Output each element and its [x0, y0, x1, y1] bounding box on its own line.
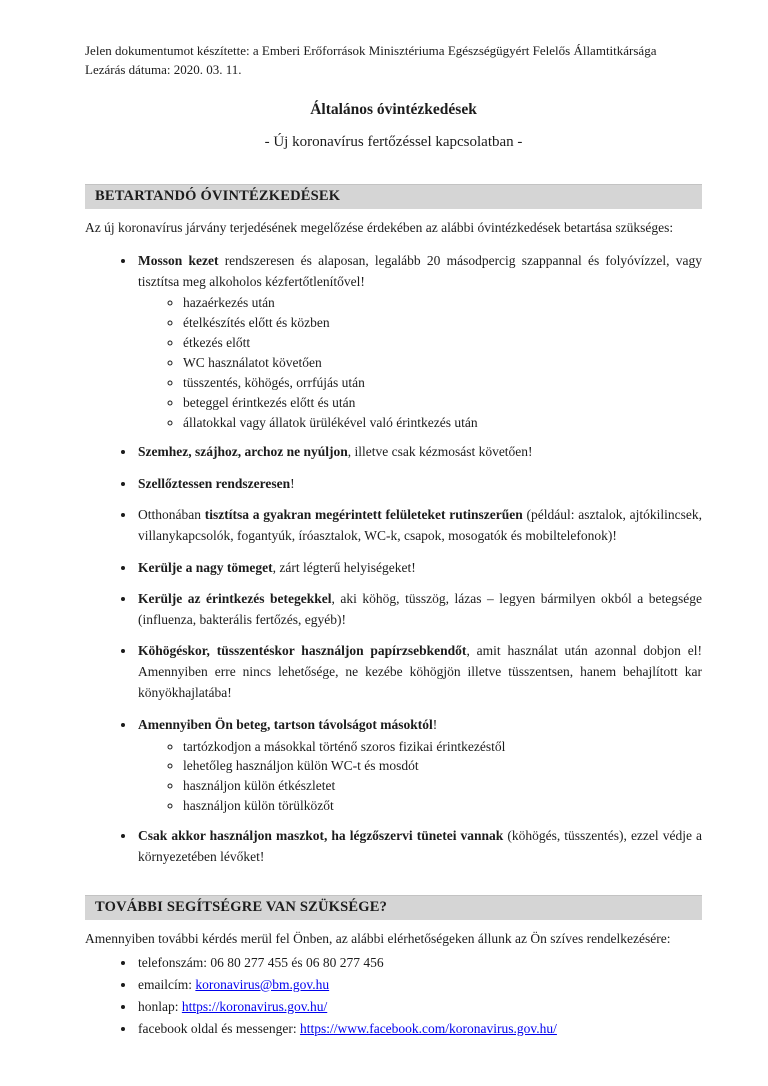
list-item-mask-usage: • Csak akkor használjon maszkot, ha légzőszervi tünetei vannak (köhögés, tüsszentés), ezzel védje a környezetében lévőket! [136, 826, 702, 868]
list-item-ventilate: • Szellőztessen rendszeresen! [136, 474, 702, 495]
facebook-link[interactable]: https://www.facebook.com/koronavirus.gov.hu/ [299, 1020, 557, 1036]
sub-item: ◦ tüsszentés, köhögés, orrfújás után [183, 374, 702, 392]
contact-item-facebook: • facebook oldal és messenger: https://www.facebook.com/koronavirus.gov.hu/ [136, 1019, 702, 1040]
keep-distance-sublist [138, 738, 702, 816]
contact-list [85, 953, 702, 1040]
sub-item: ◦ lehetőleg használjon külön WC-t és mosdót [183, 757, 702, 775]
list-item-clean-surfaces: • Otthonában tisztítsa a gyakran megérintett felületeket rutinszerűen (például: asztalok, ajtókilincsek, villanykapcsolók, fogantyúk, íróasztalok, WC-k, csapok, mosogatók és mobiltelefonok)! [136, 505, 702, 547]
sub-item: ◦ használjon külön törülközőt [183, 797, 702, 815]
sub-item: ◦ beteggel érintkezés előtt és után [183, 394, 702, 412]
section-heading-precautions: BETARTANDÓ ÓVINTÉZKEDÉSEK [85, 184, 702, 209]
sub-item: ◦ hazaérkezés után [183, 294, 702, 312]
document-header [85, 42, 702, 80]
sub-item: ◦ WC használatot követően [183, 354, 702, 372]
sub-item: ◦ állatokkal vagy állatok ürülékével való érintkezés után [183, 414, 702, 432]
contact-item-website: • honlap: https://koronavirus.gov.hu/ [136, 997, 702, 1018]
page-title: Általános óvintézkedések [310, 100, 477, 118]
sub-item: ◦ étkezés előtt [183, 334, 702, 352]
list-item-avoid-crowds: • Kerülje a nagy tömeget, zárt légterű helyiségeket! [136, 558, 702, 579]
sub-item: ◦ használjon külön étkészletet [183, 777, 702, 795]
list-item-wash-hands: • Mosson kezet rendszeresen és alaposan, legalább 20 másodpercig szappannal és folyóvízzel, vagy tisztítsa meg alkoholos kézfertőtlenítővel! ◦ hazaérkezés után ◦ ételkészítés előtt és közben ◦ étkezés előtt ◦ WC használatot követően ◦ tüsszentés, köhögés, orrfújás után ◦ beteggel érintkezés előtt és után ◦ állatokkal vagy állatok ürülékével való érintkezés után [136, 251, 702, 432]
website-link[interactable]: https://koronavirus.gov.hu/ [181, 998, 328, 1014]
section-heading-further-help: TOVÁBBI SEGÍTSÉGRE VAN SZÜKSÉGE? [85, 895, 702, 920]
section1-intro: Az új koronavírus járvány terjedésének megelőzése érdekében az alábbi óvintézkedések betartása szükséges: [85, 219, 674, 235]
list-item-use-tissue: • Köhögéskor, tüsszentéskor használjon papírzsebkendőt, amit használat után azonnal dobjon el! Amennyiben erre nincs lehetősége, ne kezébe köhögjön illetve tüsszentsen, hanem behajlított kar könyökhajlatába! [136, 641, 702, 704]
sub-item: ◦ tartózkodjon a másokkal történő szoros fizikai érintkezéstől [183, 738, 702, 756]
email-link[interactable]: koronavirus@bm.gov.hu [195, 976, 330, 992]
list-item-dont-touch-face: • Szemhez, szájhoz, archoz ne nyúljon, illetve csak kézmosást követően! [136, 442, 702, 463]
section2-intro: Amennyiben további kérdés merül fel Önben, az alábbi elérhetőségeken állunk az Ön szíves rendelkezésére: [85, 930, 671, 946]
contact-item-email: • emailcím: koronavirus@bm.gov.hu [136, 975, 702, 996]
contact-item-phone: • telefonszám: 06 80 277 455 és 06 80 277 456 [136, 953, 702, 974]
creator-line: Jelen dokumentumot készítette: a Emberi Erőforrások Minisztériuma Egészségügyért Felelős Államtitkársága [85, 43, 657, 58]
sub-item: ◦ ételkészítés előtt és közben [183, 314, 702, 332]
wash-hands-sublist [138, 294, 702, 432]
page-subtitle: - Új koronavírus fertőzéssel kapcsolatban - [264, 133, 523, 150]
list-item-keep-distance: • Amennyiben Ön beteg, tartson távolságot másoktól! ◦ tartózkodjon a másokkal történő szoros fizikai érintkezéstől ◦ lehetőleg használjon külön WC-t és mosdót ◦ használjon külön étkészletet ◦ használjon külön törülközőt [136, 715, 702, 816]
closing-date-line: Lezárás dátuma: 2020. 03. 11. [85, 61, 242, 77]
precautions-list [85, 251, 702, 868]
list-item-avoid-sick-contact: • Kerülje az érintkezés betegekkel, aki köhög, tüsszög, lázas – legyen bármilyen okból a betegsége (influenza, bakterális fertőzés, egyéb)! [136, 589, 702, 631]
